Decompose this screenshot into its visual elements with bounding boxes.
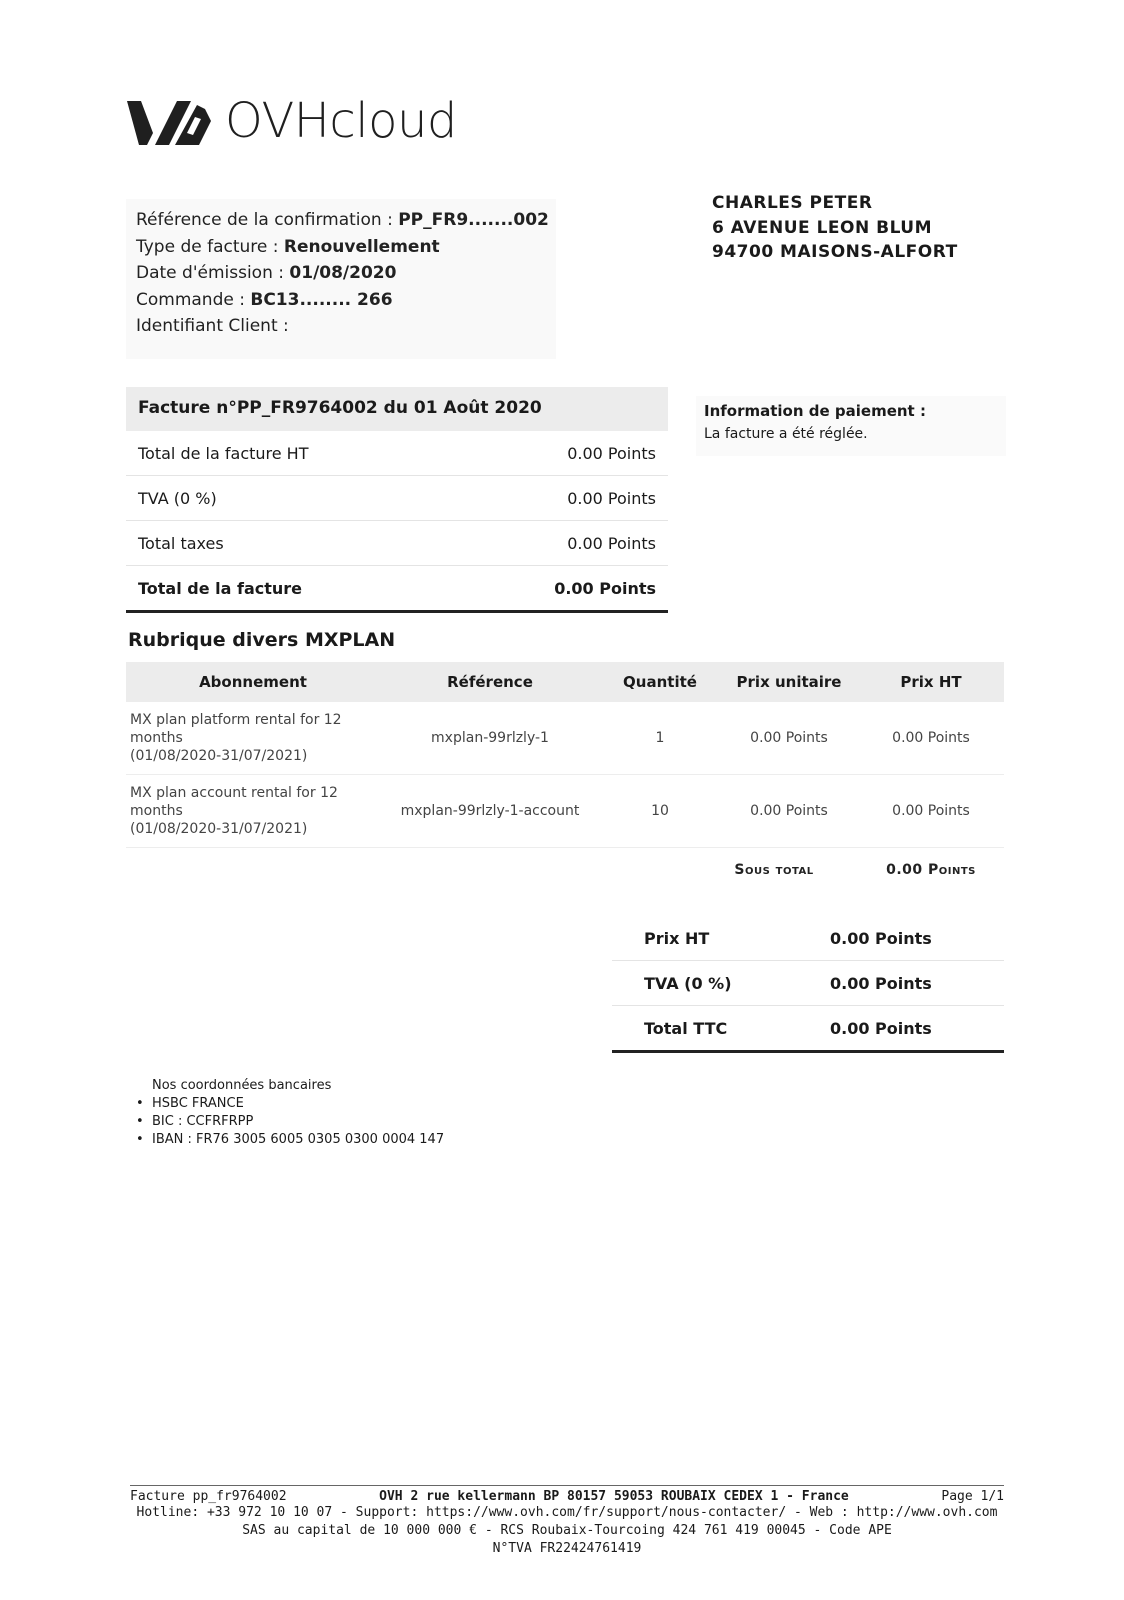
col-header-reference: Référence bbox=[380, 662, 600, 702]
footer-invoice-ref: Facture pp_fr9764002 bbox=[130, 1489, 287, 1504]
summary-row: Total taxes 0.00 Points bbox=[126, 521, 668, 566]
client-id: Identifiant Client : bbox=[136, 316, 289, 336]
bank-details-list bbox=[152, 1095, 444, 1149]
confirmation-reference: Référence de la confirmation : PP_FR9.......002 bbox=[136, 210, 549, 230]
invoice-title: Facture n°PP_FR9764002 du 01 Août 2020 bbox=[126, 387, 668, 431]
item-reference: mxplan-99rlzly-1-account bbox=[380, 775, 600, 848]
table-row bbox=[126, 702, 1004, 775]
table-row bbox=[126, 775, 1004, 848]
col-header-unit-price: Prix unitaire bbox=[720, 662, 858, 702]
summary-total-row: Total de la facture 0.00 Points bbox=[126, 566, 668, 613]
totals-box bbox=[612, 916, 1004, 1053]
item-price-ht: 0.00 Points bbox=[858, 702, 1004, 775]
bank-name: • HSBC FRANCE bbox=[152, 1095, 444, 1113]
invoice-info-block bbox=[126, 199, 556, 359]
ovhcloud-logo bbox=[125, 93, 457, 149]
subtotal-label: Sous total bbox=[734, 862, 814, 878]
item-unit-price: 0.00 Points bbox=[720, 702, 858, 775]
footer-legal: SAS au capital de 10 000 000 € - RCS Roubaix-Tourcoing 424 761 419 00045 - Code APE bbox=[242, 1523, 892, 1538]
bank-details bbox=[152, 1077, 444, 1149]
customer-address bbox=[712, 191, 958, 265]
payment-info bbox=[696, 396, 1006, 456]
order-number: Commande : BC13........ 266 bbox=[136, 289, 393, 310]
item-price-ht: 0.00 Points bbox=[858, 775, 1004, 848]
invoice-type: Type de facture : Renouvellement bbox=[136, 236, 440, 257]
invoice-summary bbox=[126, 387, 668, 613]
items-table bbox=[126, 662, 1004, 892]
bank-iban: • IBAN : FR76 3005 6005 0305 0300 0004 147 bbox=[152, 1131, 444, 1149]
customer-city: 94700 MAISONS-ALFORT bbox=[712, 242, 958, 262]
page-footer bbox=[130, 1485, 1004, 1558]
summary-row: TVA (0 %) 0.00 Points bbox=[126, 476, 668, 521]
issue-date: Date d'émission : 01/08/2020 bbox=[136, 263, 397, 283]
bank-details-title: Nos coordonnées bancaires bbox=[152, 1078, 332, 1093]
item-quantity: 10 bbox=[600, 775, 720, 848]
item-unit-price: 0.00 Points bbox=[720, 775, 858, 848]
section-title: Rubrique divers MXPLAN bbox=[128, 629, 396, 651]
col-header-subscription: Abonnement bbox=[126, 662, 380, 702]
subtotal-row bbox=[126, 848, 1004, 893]
ovhcloud-logo-icon bbox=[125, 95, 213, 147]
payment-status: La facture a été réglée. bbox=[704, 426, 868, 442]
summary-row: Total de la facture HT 0.00 Points bbox=[126, 431, 668, 476]
table-header-row bbox=[126, 662, 1004, 702]
footer-vat-number: N°TVA FR22424761419 bbox=[492, 1541, 642, 1556]
item-quantity: 1 bbox=[600, 702, 720, 775]
item-description: MX plan platform rental for 12 months (01/08/2020-31/07/2021) bbox=[126, 702, 380, 775]
bank-bic: • BIC : CCFRFRPP bbox=[152, 1113, 444, 1131]
ovhcloud-wordmark: OVHcloud bbox=[225, 93, 457, 149]
item-description: MX plan account rental for 12 months (01/08/2020-31/07/2021) bbox=[126, 775, 380, 848]
item-reference: mxplan-99rlzly-1 bbox=[380, 702, 600, 775]
subtotal-value: 0.00 Points bbox=[886, 862, 976, 878]
customer-name: CHARLES PETER bbox=[712, 193, 873, 213]
col-header-price-ht: Prix HT bbox=[858, 662, 1004, 702]
payment-info-title: Information de paiement : bbox=[704, 402, 926, 420]
totals-row: TVA (0 %) 0.00 Points bbox=[612, 961, 1004, 1006]
totals-ttc-row: Total TTC 0.00 Points bbox=[612, 1006, 1004, 1053]
totals-row: Prix HT 0.00 Points bbox=[612, 916, 1004, 961]
footer-contact: Hotline: +33 972 10 10 07 - Support: https://www.ovh.com/fr/support/nous-contacter/ - Web : http://www.ovh.com bbox=[136, 1505, 998, 1520]
customer-street: 6 AVENUE LEON BLUM bbox=[712, 217, 933, 238]
footer-first-line bbox=[130, 1486, 1004, 1504]
footer-company-address: OVH 2 rue kellermann BP 80157 59053 ROUBAIX CEDEX 1 - France bbox=[379, 1489, 849, 1504]
col-header-quantity: Quantité bbox=[600, 662, 720, 702]
footer-page-number: Page 1/1 bbox=[941, 1489, 1004, 1504]
